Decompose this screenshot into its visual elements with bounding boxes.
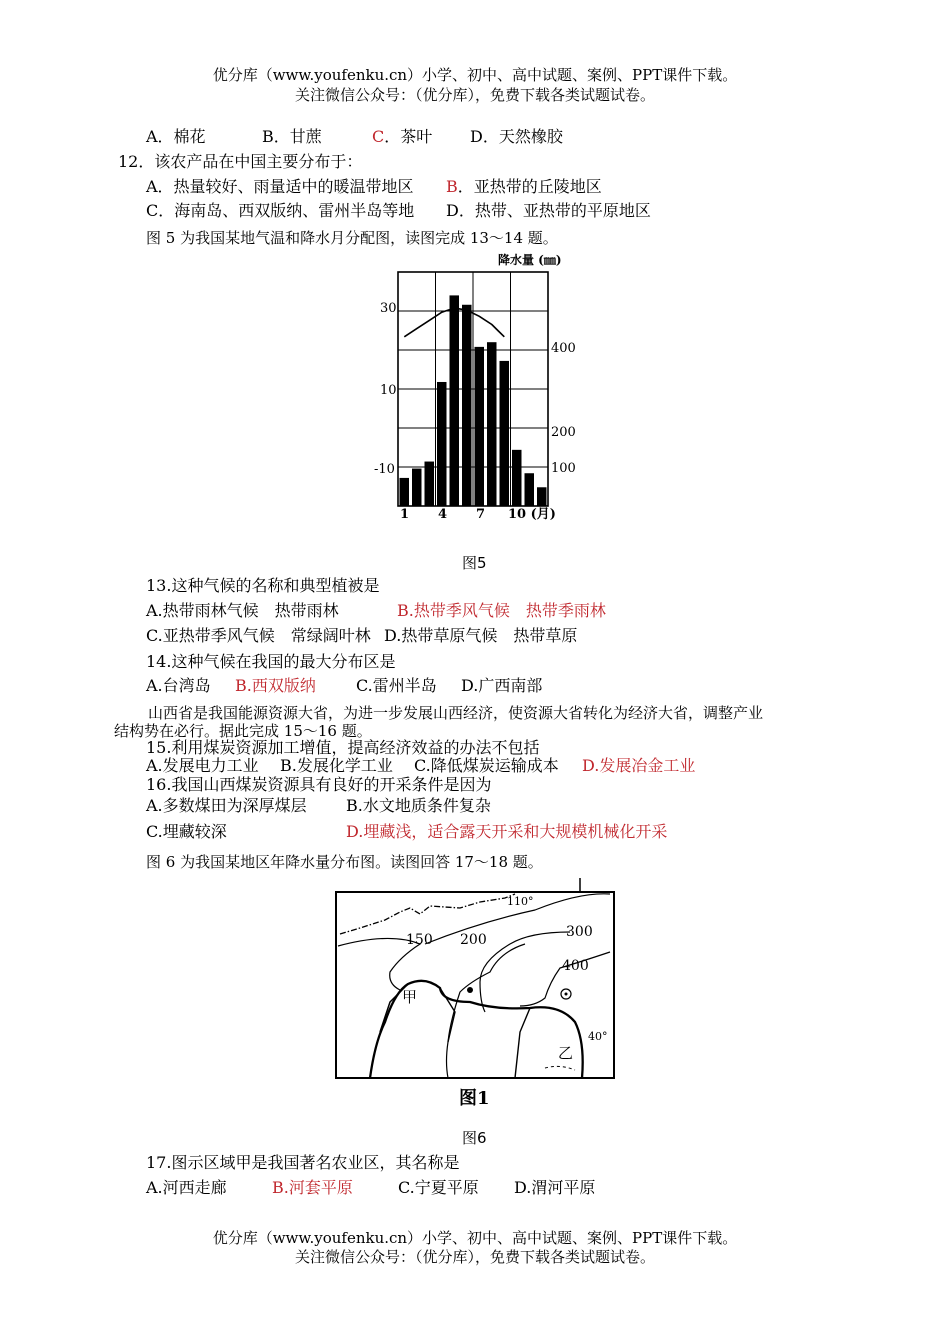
q11-option-c: C．茶叶 [372,127,433,146]
q16-option-a: A.多数煤田为深厚煤层 [146,796,307,815]
fig6-caption: 图6 [462,1129,487,1147]
label-150: 150 [406,932,433,948]
footer-line-2: 关注微信公众号：（优分库），免费下载各类试题试卷。 [294,1248,655,1266]
q15-option-b: B.发展化学工业 [280,756,393,775]
q15-option-c: C.降低煤炭运输成本 [414,756,559,775]
label-400: 400 [562,958,589,974]
left-tick-10: 10 [380,383,397,398]
precip-bar-month-11 [525,473,535,506]
q12-option-b: B．亚热带的丘陵地区 [446,177,602,196]
x-tick-10: 10 (月) [508,507,556,522]
q14-option-a: A.台湾岛 [146,676,211,695]
precip-bar-month-1 [400,478,410,506]
x-tick-7: 7 [476,507,486,522]
q12-option-c: C．海南岛、西双版纳、雷州半岛等地 [146,201,415,220]
precip-bar-month-3 [425,462,435,506]
q15-option-a: A.发展电力工业 [146,756,259,775]
q14-option-c: C.雷州半岛 [356,676,437,695]
q13-option-d: D.热带草原气候 热带草原 [384,626,578,645]
precip-bar-month-12 [537,487,547,506]
q15-stem: 15.利用煤炭资源加工增值，提高经济效益的办法不包括 [146,738,540,757]
precip-bar-month-6 [462,305,472,506]
left-tick-minus10: -10 [374,462,395,477]
city-dot [467,987,473,993]
right-tick-400: 400 [551,341,576,356]
q11-option-a: A．棉花 [146,127,206,146]
header-line-1: 优分库（www.youfenku.cn）小学、初中、高中试题、案例、PPT课件下载。 [212,66,738,84]
q17-option-a: A.河西走廊 [146,1178,227,1197]
q13-stem: 13.这种气候的名称和典型植被是 [146,576,380,595]
q17-option-d: D.渭河平原 [514,1178,596,1197]
shanxi-intro-line-1: 山西省是我国能源资源大省，为进一步发展山西经济，使资源大省转化为经济大省，调整产业 [148,704,764,722]
q17-option-c: C.宁夏平原 [398,1178,479,1197]
precip-bar-month-9 [500,361,510,506]
q16-stem: 16.我国山西煤炭资源具有良好的开采条件是因为 [146,775,492,794]
q12-option-a: A．热量较好、雨量适中的暖温带地区 [146,177,414,196]
left-tick-30: 30 [380,301,397,316]
precip-bar-month-8 [487,342,497,506]
footer-line-1: 优分库（www.youfenku.cn）小学、初中、高中试题、案例、PPT课件下载。 [212,1229,738,1247]
climate-chart [360,248,590,528]
precip-bar-month-10 [512,450,522,506]
q17-stem: 17.图示区域甲是我国著名农业区，其名称是 [146,1153,460,1172]
q16-option-c: C.埋藏较深 [146,822,227,841]
label-40-degree: 40° [588,1030,608,1043]
q12-option-d: D．热带、亚热带的平原地区 [446,201,651,220]
q15-option-d: D.发展冶金工业 [582,756,696,775]
shanxi-intro-line-2: 结构势在必行。据此完成 15～16 题。 [114,722,372,740]
q13-option-b: B.热带季风气候 热带季雨林 [397,601,606,620]
right-tick-200: 200 [551,425,576,440]
answer-mark: B [446,177,458,196]
q13-option-c: C.亚热带季风气候 常绿阔叶林 [146,626,371,645]
precip-bar-month-5 [450,295,460,506]
label-110-degree: 110° [507,895,534,908]
label-yi: 乙 [558,1044,574,1062]
q11-option-b: B．甘蔗 [262,127,322,146]
label-300: 300 [566,924,593,940]
fig5-caption: 图5 [462,554,487,572]
fig5-intro: 图 5 为我国某地气温和降水月分配图，读图完成 13～14 题。 [146,229,558,247]
precip-bar-month-7 [475,347,485,506]
capital-symbol-dot [565,993,568,996]
label-jia: 甲 [402,988,418,1006]
q14-option-b: B.西双版纳 [235,676,316,695]
q16-option-d: D.埋藏浅，适合露天开采和大规模机械化开采 [346,822,668,841]
right-tick-100: 100 [551,461,576,476]
q11-option-d: D．天然橡胶 [470,127,563,146]
precip-bar-month-4 [437,382,447,506]
q12-stem: 12．该农产品在中国主要分布于： [118,152,363,171]
x-tick-1: 1 [400,507,410,522]
header-line-2: 关注微信公众号：（优分库），免费下载各类试题试卷。 [294,86,655,104]
fig6-intro: 图 6 为我国某地区年降水量分布图。读图回答 17～18 题。 [146,853,543,871]
precip-bar-month-2 [412,469,422,506]
q13-option-a: A.热带雨林气候 热带雨林 [146,601,339,620]
label-200: 200 [460,932,487,948]
answer-mark: C [372,127,385,146]
q17-option-b: B.河套平原 [272,1178,353,1197]
right-axis-title: 降水量 (㎜) [498,253,562,267]
boundary-line [340,894,515,934]
dashed-line [545,1066,575,1070]
q14-stem: 14.这种气候在我国的最大分布区是 [146,652,396,671]
x-tick-4: 4 [438,507,448,522]
q14-option-d: D.广西南部 [461,676,543,695]
river-branch-3 [515,1008,530,1078]
map-inner-caption: 图1 [459,1088,490,1109]
precipitation-map [330,872,630,1112]
q16-option-b: B.水文地质条件复杂 [346,796,491,815]
